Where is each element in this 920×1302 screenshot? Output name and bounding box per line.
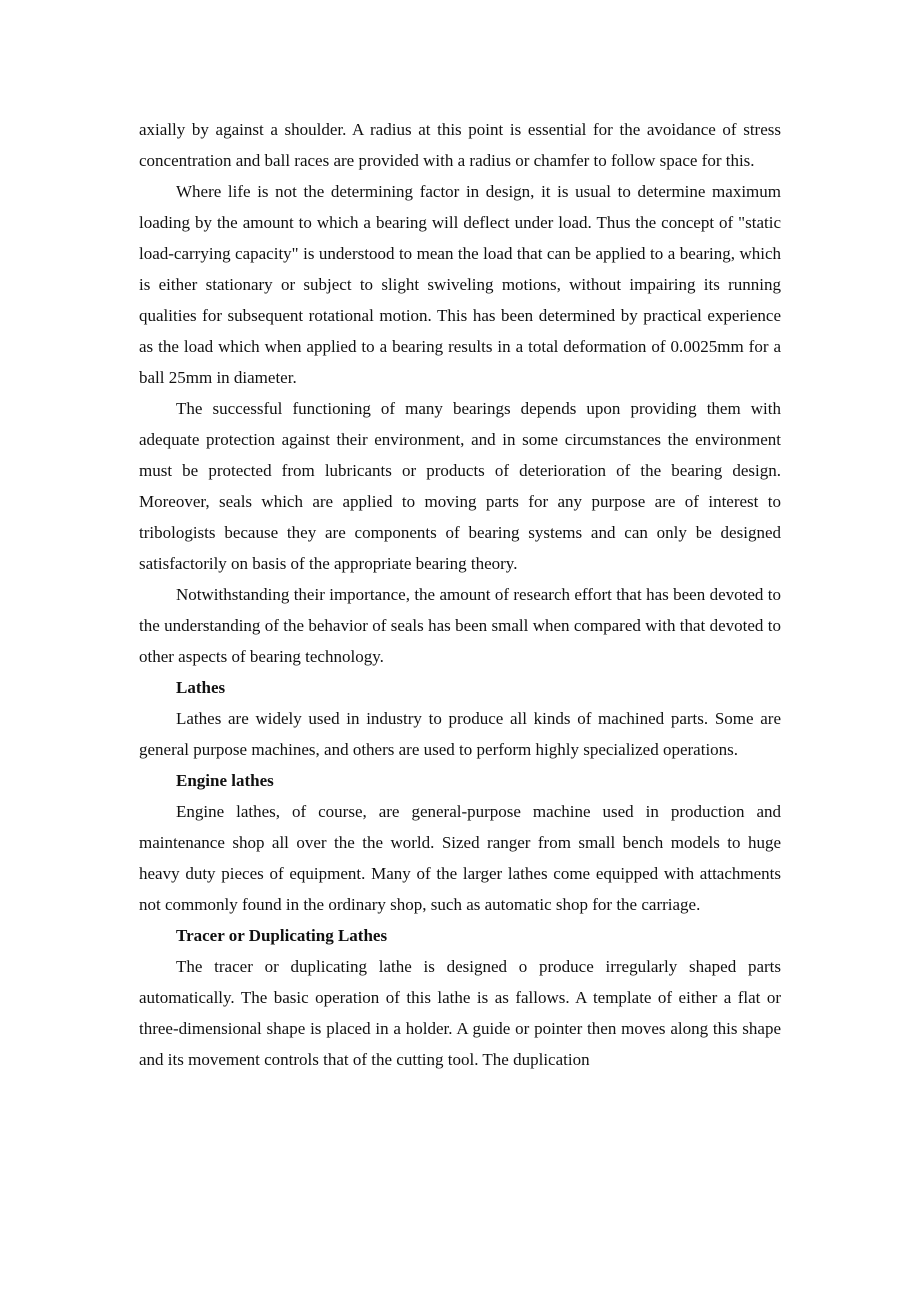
paragraph-bearing-shoulder: axially by against a shoulder. A radius at this point is essential for the avoidance of stress concentration and ball races are provided with a radius or chamfer to follow space for this. — [139, 120, 781, 170]
heading-tracer-duplicating-lathes: Tracer or Duplicating Lathes — [176, 926, 388, 945]
heading-engine-lathes: Engine lathes — [176, 771, 274, 790]
paragraph-bearing-protection: The successful functioning of many bearings depends upon providing them with adequate protection against their environment, and in some circumstances the environment must be protected from lubricants or products of deterioration of the bearing design. Moreover, seals which are applied to moving parts for any purpose are of interest to tribologists because they are components of bearing systems and can only be designed satisfactorily on basis of the appropriate bearing theory. — [139, 399, 781, 573]
paragraph-engine-lathes: Engine lathes, of course, are general-purpose machine used in production and maintenance shop all over the the world. Sized ranger from small bench models to huge heavy duty pieces of equipment. Many of the larger lathes come equipped with attachments not commonly found in the ordinary shop, such as automatic shop for the carriage. — [139, 802, 781, 914]
heading-lathes: Lathes — [176, 678, 226, 697]
paragraph-lathes: Lathes are widely used in industry to produce all kinds of machined parts. Some are general purpose machines, and others are used to perform highly specialized operations. — [139, 709, 781, 759]
paragraph-seal-research: Notwithstanding their importance, the amount of research effort that has been devoted to the understanding of the behavior of seals has been small when compared with that devoted to other aspects of bearing technology. — [139, 585, 781, 666]
document-page — [139, 114, 781, 1075]
paragraph-static-load-capacity: Where life is not the determining factor in design, it is usual to determine maximum loading by the amount to which a bearing will deflect under load. Thus the concept of "static load-carrying capacity" is understood to mean the load that can be applied to a bearing, which is either stationary or subject to slight swiveling motions, without impairing its running qualities for subsequent rotational motion. This has been determined by practical experience as the load which when applied to a bearing results in a total deformation of 0.0025mm for a ball 25mm in diameter. — [139, 182, 781, 387]
paragraph-tracer-lathes: The tracer or duplicating lathe is designed o produce irregularly shaped parts automatically. The basic operation of this lathe is as fallows. A template of either a flat or three-dimensional shape is placed in a holder. A guide or pointer then moves along this shape and its movement controls that of the cutting tool. The duplication — [139, 957, 781, 1069]
